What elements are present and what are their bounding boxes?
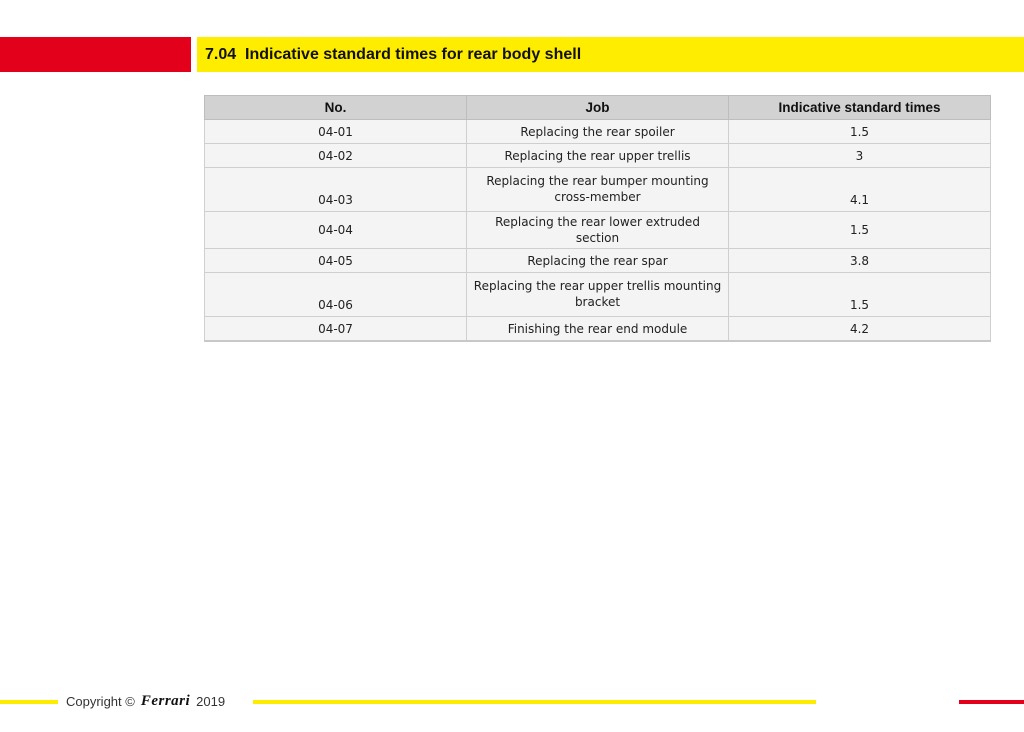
table-row (205, 144, 991, 168)
cell-job: Replacing the rear spar (467, 249, 729, 273)
table-row (205, 212, 991, 249)
copyright-year: 2019 (196, 694, 226, 709)
footer-copyright (66, 693, 225, 710)
cell-time: 1.5 (729, 273, 991, 317)
cell-job: Replacing the rear bumper mounting cross-member (467, 168, 729, 212)
cell-no: 04-05 (205, 249, 467, 273)
header-yellow-bar (197, 37, 1024, 72)
column-header-no: No. (205, 96, 467, 120)
cell-job: Replacing the rear spoiler (467, 120, 729, 144)
footer-yellow-line-left (0, 700, 58, 704)
standard-times-table (204, 95, 991, 342)
column-header-time: Indicative standard times (729, 96, 991, 120)
standard-times-table-container (204, 95, 990, 342)
cell-no: 04-06 (205, 273, 467, 317)
brand-logo: Ferrari (140, 693, 191, 709)
table-row (205, 273, 991, 317)
cell-no: 04-01 (205, 120, 467, 144)
cell-job: Finishing the rear end module (467, 317, 729, 342)
copyright-label: Copyright © (66, 694, 135, 709)
cell-time: 4.2 (729, 317, 991, 342)
cell-job: Replacing the rear lower extruded section (467, 212, 729, 249)
table-header-row (205, 96, 991, 120)
cell-no: 04-07 (205, 317, 467, 342)
table-row (205, 120, 991, 144)
section-title: 7.04 Indicative standard times for rear body shell (205, 45, 582, 63)
column-header-job: Job (467, 96, 729, 120)
cell-job: Replacing the rear upper trellis mounting bracket (467, 273, 729, 317)
table-row (205, 168, 991, 212)
cell-time: 4.1 (729, 168, 991, 212)
footer-yellow-line-middle (253, 700, 816, 704)
cell-time: 3 (729, 144, 991, 168)
table-row (205, 249, 991, 273)
cell-time: 1.5 (729, 212, 991, 249)
cell-time: 1.5 (729, 120, 991, 144)
cell-job: Replacing the rear upper trellis (467, 144, 729, 168)
cell-no: 04-03 (205, 168, 467, 212)
cell-no: 04-04 (205, 212, 467, 249)
header-red-bar (0, 37, 191, 72)
table-row (205, 317, 991, 342)
cell-time: 3.8 (729, 249, 991, 273)
cell-no: 04-02 (205, 144, 467, 168)
footer-red-line-right (959, 700, 1024, 704)
